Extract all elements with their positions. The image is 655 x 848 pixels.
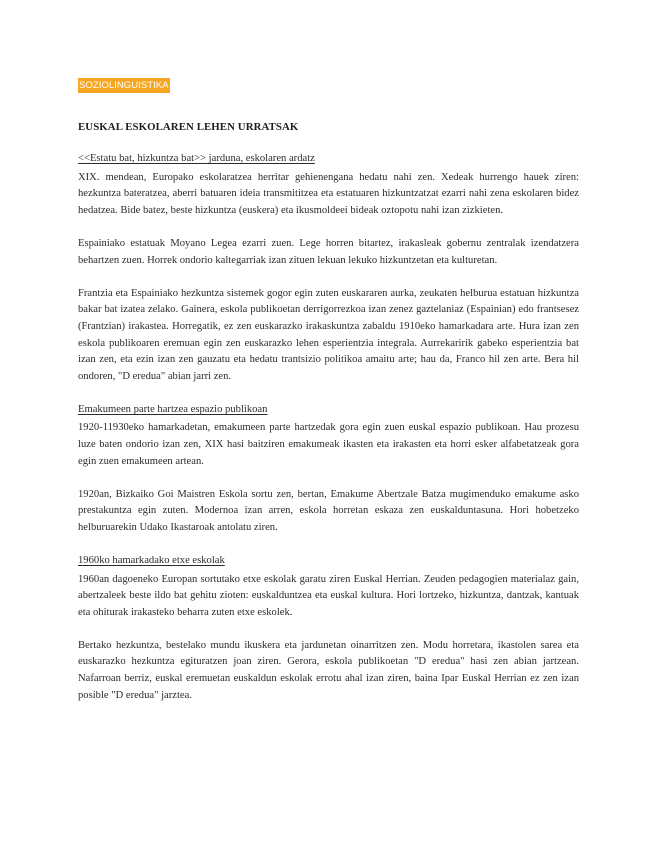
- document-title: EUSKAL ESKOLAREN LEHEN URRATSAK: [78, 120, 299, 133]
- paragraph: Frantzia eta Espainiako hezkuntza sistemek gogor egin zuten euskararen aurka, zeukaten helburua estatuan hizkuntza bakar bat izatea zelako. Gainera, eskola publikoetan derrigorrezkoa izan zenez gaztelaniaz (Espainian) edo frantsesez (Frantzian) irakastea. Horregatik, ez zen euskarazko irakaskuntza zabaldu 1910eko hamarkadara arte. Hura izan zen eskola publikoaren eremuan egin zen euskarazko lehen esperientzia integrala. Aurrekaririk gabeko esperientzia bat izan zen, eta ezin izan zen gauzatu eta hedatu trantsizio politikoa amaitu arte; hau da, Franco hil zen arte. Bera hil ondoren, "D eredua" abian jarri zen.: [78, 287, 579, 382]
- section: [78, 151, 579, 385]
- paragraph: 1920an, Bizkaiko Goi Maistren Eskola sortu zen, bertan, Emakume Abertzale Batza mugimenduko emakume asko prestakuntza egin zuten. Modernoa izan arren, eskola horretan eskaza zen euskalduntasuna. Hori hobetzeko helburuarekin Udako Ikastaroak antolatu ziren.: [78, 488, 579, 533]
- section-heading: <<Estatu bat, hizkuntza bat>> jarduna, eskolaren ardatz: [78, 153, 315, 165]
- paragraph: 1960an dagoeneko Europan sortutako etxe eskolak garatu ziren Euskal Herrian. Zeuden pedagogien materialaz gain, abertzaleek beste ildo bat gehitu zioten: euskalduntzea eta euskal kultura. Hori lortzeko, hizkuntza, dantzak, kantuak eta ohiturak irakasteko beharra zuten etxe eskolek.: [78, 573, 579, 618]
- section-heading: Emakumeen parte hartzea espazio publikoan: [78, 403, 268, 415]
- paragraph: 1920-11930eko hamarkadetan, emakumeen parte hartzedak gora egin zuen euskal espazio publikoan. Hau prozesu luze baten ondorio izan zen, XIX hasi baitziren emakumeak ikasten eta irakasten eta horri esker alfabetatzeak gora egin zuen emakumeen artean.: [78, 422, 579, 467]
- paragraph: Bertako hezkuntza, bestelako mundu ikuskera eta jardunetan oinarritzen zen. Modu horretara, ikastolen sarea eta euskarazko hezkuntza egituratzen joan ziren. Gerora, eskola publikoetan "D eredua" hasi zen abian jartzean. Nafarroan berriz, euskal eremuetan euskaldun eskolak errotu ahal izan ziren, baina Ipar Euskal Herrian ez zen izan posible "D eredua" jarztea.: [78, 639, 579, 701]
- section: [78, 553, 579, 704]
- section: [78, 402, 579, 537]
- paragraph: Espainiako estatuak Moyano Legea ezarri zuen. Lege horren bitartez, irakasleak gobernu zentralak izendatzera behartzen zuen. Horrek ondorio kaltegarriak izan zituen lekuan lekuko hizkuntzetan eta kulturetan.: [78, 238, 579, 266]
- paragraph: XIX. mendean, Europako eskolaratzea herritar gehienengana hedatu nahi zen. Xedeak hurrengo hauek ziren: hezkuntza bateratzea, aberri batuaren ideia transmititzea eta estatuaren hizkuntzatzat ezarri nahi zena eskolaren bidez hedatzea. Bide batez, beste hizkuntza (euskera) eta ikusmoldeei bideak oztopotu nahi izan zizkieten.: [78, 171, 579, 216]
- category-tag: SOZIOLINGUISTIKA: [79, 80, 169, 91]
- section-heading: 1960ko hamarkadako etxe eskolak: [78, 554, 225, 566]
